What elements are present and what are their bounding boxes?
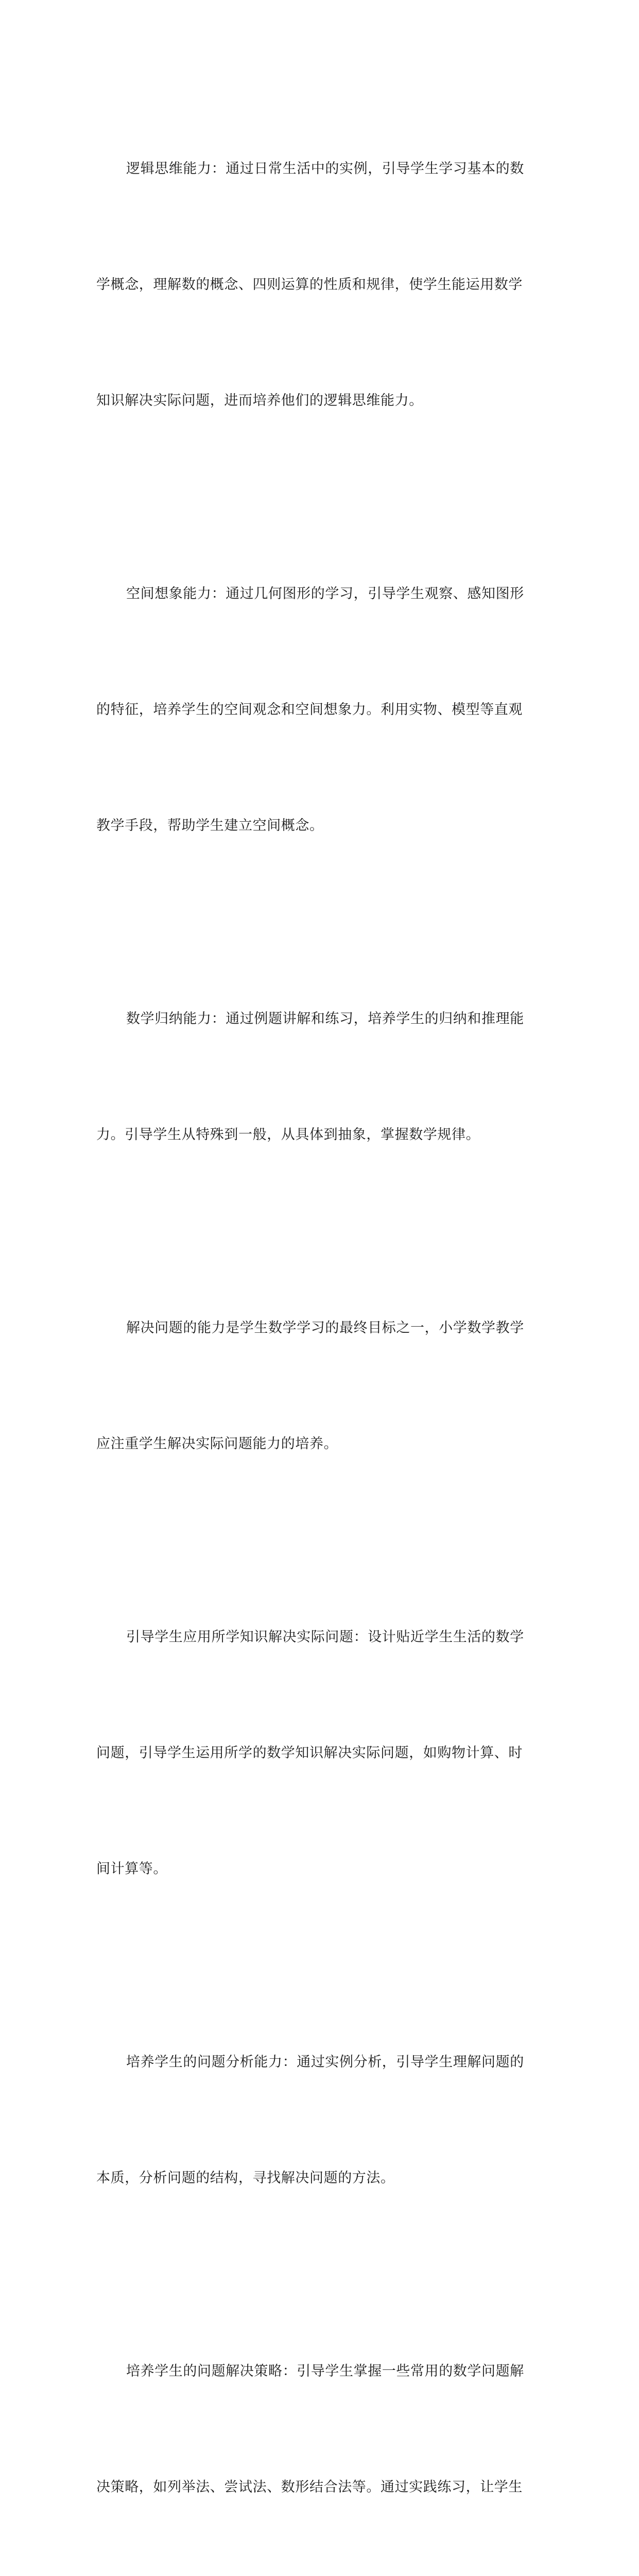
- paragraph-line: 空间想象能力：通过几何图形的学习，引导学生观察、感知图形: [126, 586, 524, 602]
- paragraph-line: 的特征，培养学生的空间观念和空间想象力。利用实物、模型等直观: [96, 702, 523, 718]
- paragraph-problem-analysis: [96, 1965, 542, 2275]
- paragraph-line: 力。引导学生从特殊到一般，从具体到抽象，掌握数学规律。: [96, 1127, 480, 1143]
- paragraph-spatial-imagination: [96, 497, 542, 922]
- paragraph-line: 决策略，如列举法、尝试法、数形结合法等。通过实践练习，让学生: [96, 2479, 523, 2495]
- paragraph-solving-strategies: [96, 2275, 542, 2576]
- paragraph-line: 问题，引导学生运用所学的数学知识解决实际问题，如购物计算、时: [96, 1745, 523, 1761]
- paragraph-induction: [96, 922, 542, 1231]
- paragraph-line: 学概念，理解数的概念、四则运算的性质和规律，使学生能运用数学: [96, 277, 523, 293]
- paragraph-line: 教学手段，帮助学生建立空间概念。: [96, 818, 324, 834]
- paragraph-line: 应注重学生解决实际问题能力的培养。: [96, 1436, 338, 1452]
- paragraph-line: 培养学生的问题解决策略：引导学生掌握一些常用的数学问题解: [126, 2363, 524, 2379]
- paragraph-line: 间计算等。: [96, 1861, 167, 1877]
- paragraph-line: 本质，分析问题的结构，寻找解决问题的方法。: [96, 2170, 395, 2186]
- paragraph-apply-knowledge: [96, 1540, 542, 1965]
- paragraph-line: 引导学生应用所学知识解决实际问题：设计贴近学生生活的数学: [126, 1629, 524, 1645]
- paragraph-line: 逻辑思维能力：通过日常生活中的实例，引导学生学习基本的数: [126, 161, 524, 177]
- paragraph-logical-thinking: [96, 72, 542, 497]
- paragraph-line: 知识解决实际问题，进而培养他们的逻辑思维能力。: [96, 393, 423, 409]
- paragraph-line: 解决问题的能力是学生数学学习的最终目标之一，小学数学教学: [126, 1320, 524, 1336]
- paragraph-line: 培养学生的问题分析能力：通过实例分析，引导学生理解问题的: [126, 2054, 524, 2070]
- paragraph-problem-solving-goal: [96, 1231, 542, 1540]
- document-body: [96, 72, 542, 2576]
- paragraph-line: 数学归纳能力：通过例题讲解和练习，培养学生的归纳和推理能: [126, 1011, 524, 1027]
